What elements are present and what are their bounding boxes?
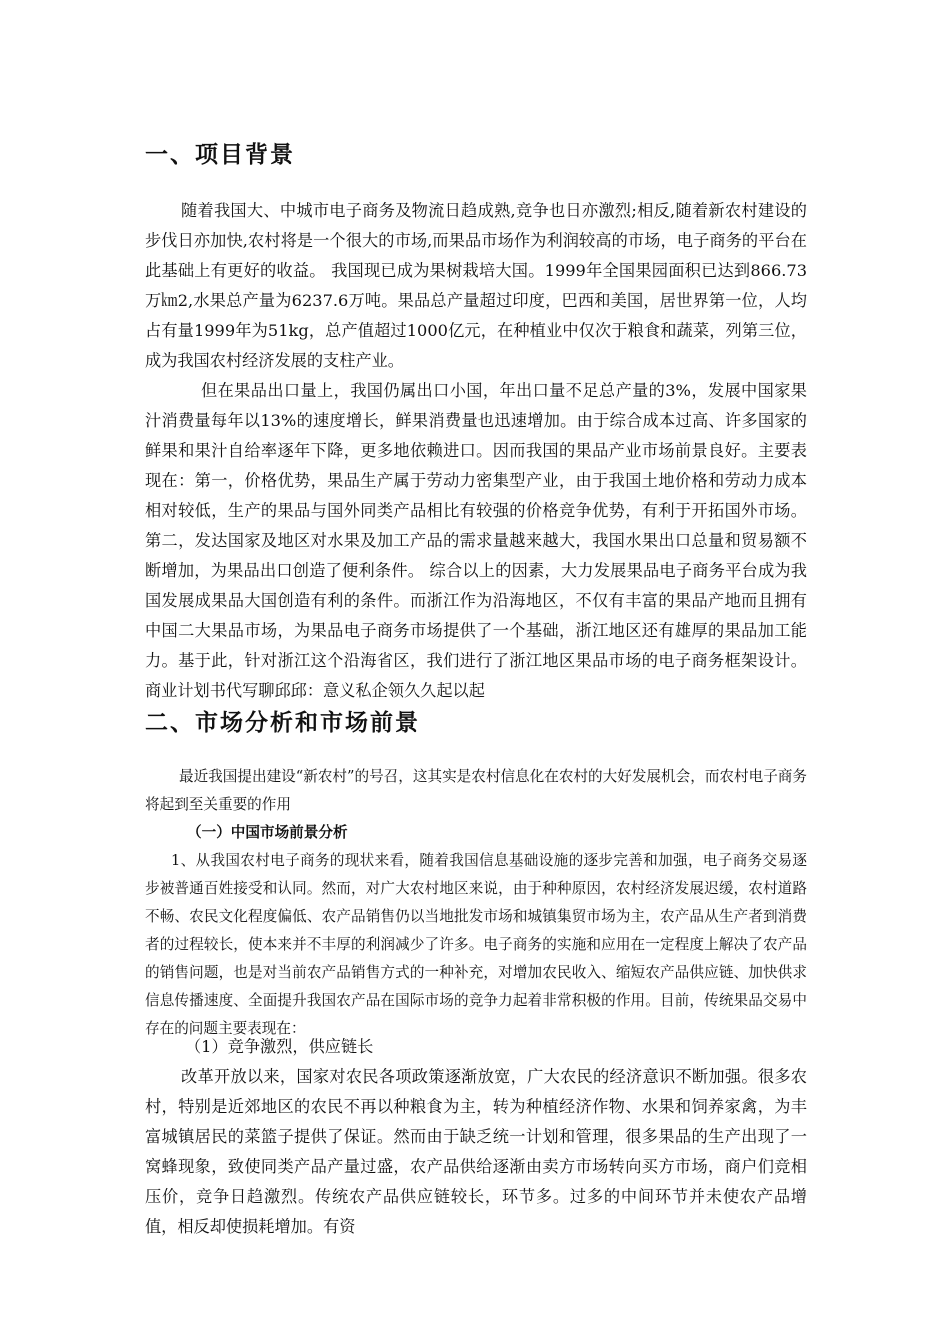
subsection-heading-market-outlook: （一）中国市场前景分析 (187, 824, 348, 841)
section2-sub2 (145, 1032, 807, 1242)
subsection-paragraph-competition: 改革开放以来，国家对农民各项政策逐渐放宽，广大农民的经济意识不断加强。很多农村，特别是近郊地区的农民不再以种粮食为主，转为种植经济作物、水果和饲养家禽，为丰富城镇居民的菜篮子提供了保证。然而由于缺乏统一计划和管理，很多果品的生产出现了一窝蜂现象，致使同类产品产量过盛，农产品供给逐渐由卖方市场转向买方市场，商户们竞相压价，竞争日趋激烈。传统农产品供应链较长，环节多。过多的中间环节并未使农产品增值，相反却使损耗增加。有资 (145, 1067, 807, 1236)
section2-body (145, 763, 807, 1043)
subsection-heading-competition: （1）竞争激烈，供应链长 (185, 1037, 374, 1056)
subsection-paragraph-market-outlook: 1、从我国农村电子商务的现状来看，随着我国信息基础设施的逐步完善和加强，电子商务交易逐步被普通百姓接受和认同。然而，对广大农村地区来说，由于种种原因，农村经济发展迟缓，农村道路不畅、农民文化程度偏低、农产品销售仍以当地批发市场和城镇集贸市场为主，农产品从生产者到消费者的过程较长，使本来并不丰厚的利润减少了许多。电子商务的实施和应用在一定程度上解决了农产品的销售问题，也是对当前农产品销售方式的一种补充，对增加农民收入、缩短农产品供应链、加快供求信息传播速度、全面提升我国农产品在国际市场的竞争力起着非常积极的作用。目前，传统果品交易中存在的问题主要表现在： (145, 852, 807, 1037)
section2-heading: 二、市场分析和市场前景 (145, 709, 420, 736)
section1-paragraph-2: 但在果品出口量上，我国仍属出口小国，年出口量不足总产量的3%，发展中国家果汁消费量每年以13%的速度增长，鲜果消费量也迅速增加。由于综合成本过高、许多国家的鲜果和果汁自给率逐年下降，更多地依赖进口。因而我国的果品产业市场前景良好。主要表现在：第一，价格优势，果品生产属于劳动力密集型产业，由于我国土地价格和劳动力成本相对较低，生产的果品与国外同类产品相比有较强的价格竞争优势，有利于开拓国外市场。第二，发达国家及地区对水果及加工产品的需求量越来越大，我国水果出口总量和贸易额不断增加，为果品出口创造了便利条件。 综合以上的因素，大力发展果品电子商务平台成为我国发展成果品大国创造有利的条件。而浙江作为沿海地区，不仅有丰富的果品产地而且拥有中国二大果品市场，为果品电子商务市场提供了一个基础，浙江地区还有雄厚的果品加工能力。基于此，针对浙江这个沿海省区，我们进行了浙江地区果品市场的电子商务框架设计。商业计划书代写聊邱邱：意义私企领久久起以起 (145, 381, 807, 700)
section1-paragraph-1: 随着我国大、中城市电子商务及物流日趋成熟,竞争也日亦激烈;相反,随着新农村建设的步伐日亦加快,农村将是一个很大的市场,而果品市场作为利润较高的市场，电子商务的平台在此基础上有更好的收益。 我国现已成为果树栽培大国。1999年全国果园面积已达到866.73万㎞2,水果总产量为6237.6万吨。果品总产量超过印度，巴西和美国，居世界第一位，人均占有量1999年为51kg，总产值超过1000亿元，在种植业中仅次于粮食和蔬菜，列第三位，成为我国农村经济发展的支柱产业。 (145, 201, 807, 370)
section2-intro: 最近我国提出建设“新农村”的号召，这其实是农村信息化在农村的大好发展机会，而农村电子商务将起到至关重要的作用 (145, 768, 807, 813)
section1-body (145, 196, 807, 706)
section1-heading: 一、项目背景 (145, 141, 295, 168)
